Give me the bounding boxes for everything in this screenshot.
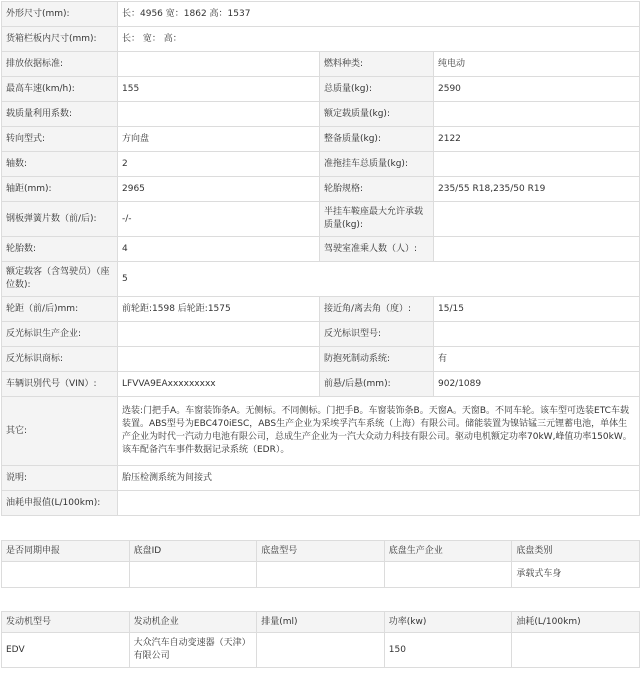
spec-row (2, 262, 640, 297)
chassis-cell (129, 562, 257, 588)
spec-value: 5 (118, 262, 640, 297)
spec-label: 前悬/后悬(mm): (320, 372, 434, 397)
spec-value: -/- (118, 202, 320, 237)
spec-value: 4 (118, 237, 320, 262)
spec-value (434, 322, 640, 347)
spec-value: 902/1089 (434, 372, 640, 397)
engine-header-row (2, 612, 640, 633)
spec-row (2, 322, 640, 347)
spec-row (2, 2, 640, 27)
spec-label: 排放依据标准: (2, 52, 118, 77)
engine-table (1, 611, 640, 668)
spec-label: 轴距(mm): (2, 177, 118, 202)
chassis-header-row (2, 541, 640, 562)
chassis-header: 底盘类别 (512, 541, 640, 562)
spec-label: 驾驶室准乘人数（人）: (320, 237, 434, 262)
spec-label: 轮距（前/后)mm: (2, 297, 118, 322)
chassis-header: 底盘ID (129, 541, 257, 562)
spec-label: 反光标识型号: (320, 322, 434, 347)
spec-row (2, 372, 640, 397)
chassis-header: 底盘生产企业 (384, 541, 512, 562)
spec-value: 纯电动 (434, 52, 640, 77)
spec-label: 油耗申报值(L/100km): (2, 491, 118, 516)
vehicle-spec-table (1, 1, 640, 516)
spec-label: 轮胎数: (2, 237, 118, 262)
spec-label: 载质量利用系数: (2, 102, 118, 127)
engine-cell: 大众汽车自动变速器（天津）有限公司 (129, 633, 257, 668)
engine-cell: EDV (2, 633, 130, 668)
spec-label: 轴数: (2, 152, 118, 177)
chassis-header: 是否同期申报 (2, 541, 130, 562)
engine-header: 发动机企业 (129, 612, 257, 633)
spec-row (2, 77, 640, 102)
chassis-table (1, 540, 640, 588)
spec-label: 整备质量(kg): (320, 127, 434, 152)
spec-label: 燃料种类: (320, 52, 434, 77)
spec-value: 2122 (434, 127, 640, 152)
spec-label: 总质量(kg): (320, 77, 434, 102)
spec-label: 反光标识生产企业: (2, 322, 118, 347)
spec-row (2, 237, 640, 262)
spec-value: 15/15 (434, 297, 640, 322)
spec-row (2, 177, 640, 202)
spec-label: 准拖挂车总质量(kg): (320, 152, 434, 177)
spec-value (434, 237, 640, 262)
spec-value (118, 102, 320, 127)
engine-cell: 150 (384, 633, 512, 668)
spec-row (2, 152, 640, 177)
spec-value (118, 491, 640, 516)
engine-cell (257, 633, 385, 668)
spec-row (2, 27, 640, 52)
spec-value: 选装:门把手A。车窗装饰条A。无侧标。不同侧标。门把手B。车窗装饰条B。天窗A。天窗B。不同车轮。该车型可选装ETC车载装置。ABS型号为EBC470iESC，ABS生产企业为采埃孚汽车系统（上海）有限公司。储能装置为镍钴锰三元锂蓄电池，单体生产企业为时代一汽动力电池有限公司，总成生产企业为一汽大众动力科技有限公司。驱动电机额定功率70kW,峰值功率150kW。该车配备汽车事件数据记录系统（EDR）。 (118, 397, 640, 466)
spec-label: 反光标识商标: (2, 347, 118, 372)
spec-label: 钢板弹簧片数（前/后): (2, 202, 118, 237)
spec-label: 其它: (2, 397, 118, 466)
spec-value: 2 (118, 152, 320, 177)
spec-value (434, 102, 640, 127)
spec-value (118, 52, 320, 77)
chassis-cell (257, 562, 385, 588)
spec-value: 方向盘 (118, 127, 320, 152)
spec-row (2, 491, 640, 516)
spec-label: 外形尺寸(mm): (2, 2, 118, 27)
spec-label: 接近角/离去角（度）: (320, 297, 434, 322)
spec-value (118, 322, 320, 347)
spec-row (2, 397, 640, 466)
engine-data-row (2, 633, 640, 668)
spec-value: 胎压检测系统为间接式 (118, 466, 640, 491)
spec-value: 有 (434, 347, 640, 372)
engine-header: 功率(kw) (384, 612, 512, 633)
chassis-header: 底盘型号 (257, 541, 385, 562)
spec-label: 车辆识别代号（VIN）: (2, 372, 118, 397)
chassis-data-row (2, 562, 640, 588)
spec-label: 轮胎规格: (320, 177, 434, 202)
spec-value: 2965 (118, 177, 320, 202)
spec-row (2, 127, 640, 152)
spec-value: 长： 宽： 高： (118, 27, 640, 52)
spec-row (2, 297, 640, 322)
spec-label: 最高车速(km/h): (2, 77, 118, 102)
engine-cell (512, 633, 640, 668)
spec-label: 货箱栏板内尺寸(mm): (2, 27, 118, 52)
spec-label: 防抱死制动系统: (320, 347, 434, 372)
spec-label: 转向型式: (2, 127, 118, 152)
engine-header: 发动机型号 (2, 612, 130, 633)
spec-label: 额定载客（含驾驶员）（座位数): (2, 262, 118, 297)
spec-row (2, 52, 640, 77)
spec-row (2, 102, 640, 127)
chassis-cell (2, 562, 130, 588)
spec-value: 长：4956 宽：1862 高：1537 (118, 2, 640, 27)
spec-label: 额定载质量(kg): (320, 102, 434, 127)
spec-value: LFVVA9EAxxxxxxxxx (118, 372, 320, 397)
spec-value: 155 (118, 77, 320, 102)
spec-label: 说明: (2, 466, 118, 491)
spec-value (434, 152, 640, 177)
spec-label: 半挂车鞍座最大允许承载质量(kg): (320, 202, 434, 237)
spec-value (118, 347, 320, 372)
spec-value (434, 202, 640, 237)
spec-row (2, 466, 640, 491)
spec-row (2, 347, 640, 372)
engine-header: 油耗(L/100km) (512, 612, 640, 633)
spec-value: 2590 (434, 77, 640, 102)
spec-value: 235/55 R18,235/50 R19 (434, 177, 640, 202)
chassis-cell: 承载式车身 (512, 562, 640, 588)
spec-value: 前轮距:1598 后轮距:1575 (118, 297, 320, 322)
chassis-cell (384, 562, 512, 588)
engine-header: 排量(ml) (257, 612, 385, 633)
spec-row (2, 202, 640, 237)
